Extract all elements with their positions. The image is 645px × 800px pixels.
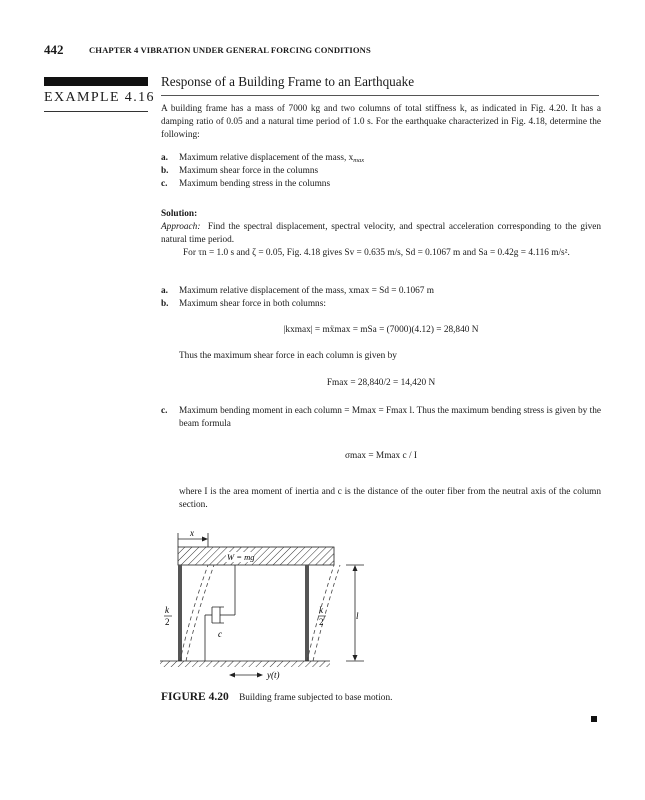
damper (205, 565, 235, 661)
svg-text:k: k (319, 605, 323, 615)
equation-shear-total: |kxmax| = mẍmax = mSa = (7000)(4.12) = 28,840 N (283, 325, 479, 335)
title-rule (161, 95, 599, 96)
example-label: EXAMPLE 4.16 (44, 90, 155, 105)
approach-paragraph: Approach: Find the spectral displacement, spectral velocity, and spectral acceleration corresponding to the given natural time period. (161, 222, 601, 245)
end-of-example-mark (591, 716, 597, 722)
where-text: where I is the area moment of inertia and c is the distance of the outer fiber from the neutral axis of the column section. (179, 487, 601, 510)
left-column (178, 565, 182, 661)
base-motion-arrow (229, 670, 280, 680)
item-text: Maximum shear force in the columns (179, 166, 319, 176)
equation-bending-stress: σmax = Mmax c / I (345, 451, 417, 461)
figure-caption-text: Building frame subjected to base motion. (239, 693, 393, 703)
running-header (44, 42, 604, 58)
height-dimension (346, 565, 364, 661)
item-label: a. (161, 153, 168, 163)
floor-slab (178, 547, 334, 565)
right-stiffness-label (318, 605, 326, 627)
displacement-arrow-x (178, 528, 208, 547)
label-length-l: l (356, 611, 359, 621)
page-number: 442 (44, 42, 64, 57)
shear-text: Thus the maximum shear force in each column is given by (179, 351, 397, 361)
problem-intro: A building frame has a mass of 7000 kg and two columns of total stiffness k, as indicated in Fig. 4.20. It has a damping ratio of 0.05 and a natural time period of 1.0 s. For the earthquake characterized in Fig. 4.18, determine the following: (161, 104, 601, 140)
svg-text:k: k (165, 605, 169, 615)
item-label: b. (161, 166, 169, 176)
solution-heading: Solution: (161, 209, 198, 219)
textbook-page: 442 CHAPTER 4 VIBRATION UNDER GENERAL FORCING CONDITIONS EXAMPLE 4.16 Response of a Building Frame to an Earthquake A building frame has a mass of 7000 kg and two columns of total stiffness k, as indicated in Fig. 4.20. It has a damping ratio of 0.05 and a natural time period of 1.0 s. For the earthquake characterized in Fig. 4.18, determine the following: a. Maximum relative displacement of the mass, $x_{max}$ b. Maximum shear force in the columns c. Maximum bending stress in the columns Solution: Approach: Find the spectral displacement, spectral velocity, and spectral acceleration corresponding to the given natural time period. For τn = 1.0 s and ζ = 0.05, Fig. 4.18 gives Sv = 0.635 m/s, Sd = 0.1067 m and Sa = 0.42g = 4.116 m/s². a. Maximum relative displacement of the mass, xmax = Sd = 0.1067 m b. Maximum shear force in both columns: |kxmax| = mẍmax = mSa = (7000)(4.12) = 28,840 N Thus the maximum shear force in each column is given by Fmax = 28,840/2 = 14,420 N c. Maximum bending moment in each column = Mmax = Fmax l. Thus the maximum bending stress is given by the beam formula σmax = Mmax c / I where I is the area moment of inertia and c is the distance of the outer fiber from the neutral axis of the column section. x W = mg c k 2 k 2 l y(t) FIGURE 4.20 Building frame subjected to base motion. (0, 0, 645, 800)
example-bar (44, 77, 148, 86)
item-text: Maximum bending stress in the columns (179, 179, 331, 189)
figure-label: FIGURE 4.20 (161, 691, 229, 703)
label-x: x (190, 528, 194, 538)
item-label: c. (161, 179, 168, 189)
svg-text:2: 2 (319, 617, 324, 627)
equation-shear-each: Fmax = 28,840/2 = 14,420 N (326, 378, 436, 388)
svg-text:2: 2 (165, 617, 170, 627)
left-stiffness-label (164, 605, 172, 627)
label-damping-c: c (218, 629, 222, 639)
right-column (305, 565, 309, 661)
item-text: Maximum relative displacement of the mass, $x_{max}$ (179, 153, 365, 164)
figure-caption (161, 691, 392, 703)
building-frame-figure (150, 525, 390, 685)
label-weight: W = mg (227, 552, 255, 562)
example-rule (44, 111, 148, 112)
label-base-motion: y(t) (267, 670, 280, 680)
chapter-title: CHAPTER 4 VIBRATION UNDER GENERAL FORCING CONDITIONS (89, 45, 371, 55)
given-values: For τn = 1.0 s and ζ = 0.05, Fig. 4.18 gives Sv = 0.635 m/s, Sd = 0.1067 m and Sa = 0.42g = 4.116 m/s². (183, 248, 570, 258)
ground-hatching (160, 661, 330, 667)
example-title: Response of a Building Frame to an Earthquake (161, 74, 415, 89)
